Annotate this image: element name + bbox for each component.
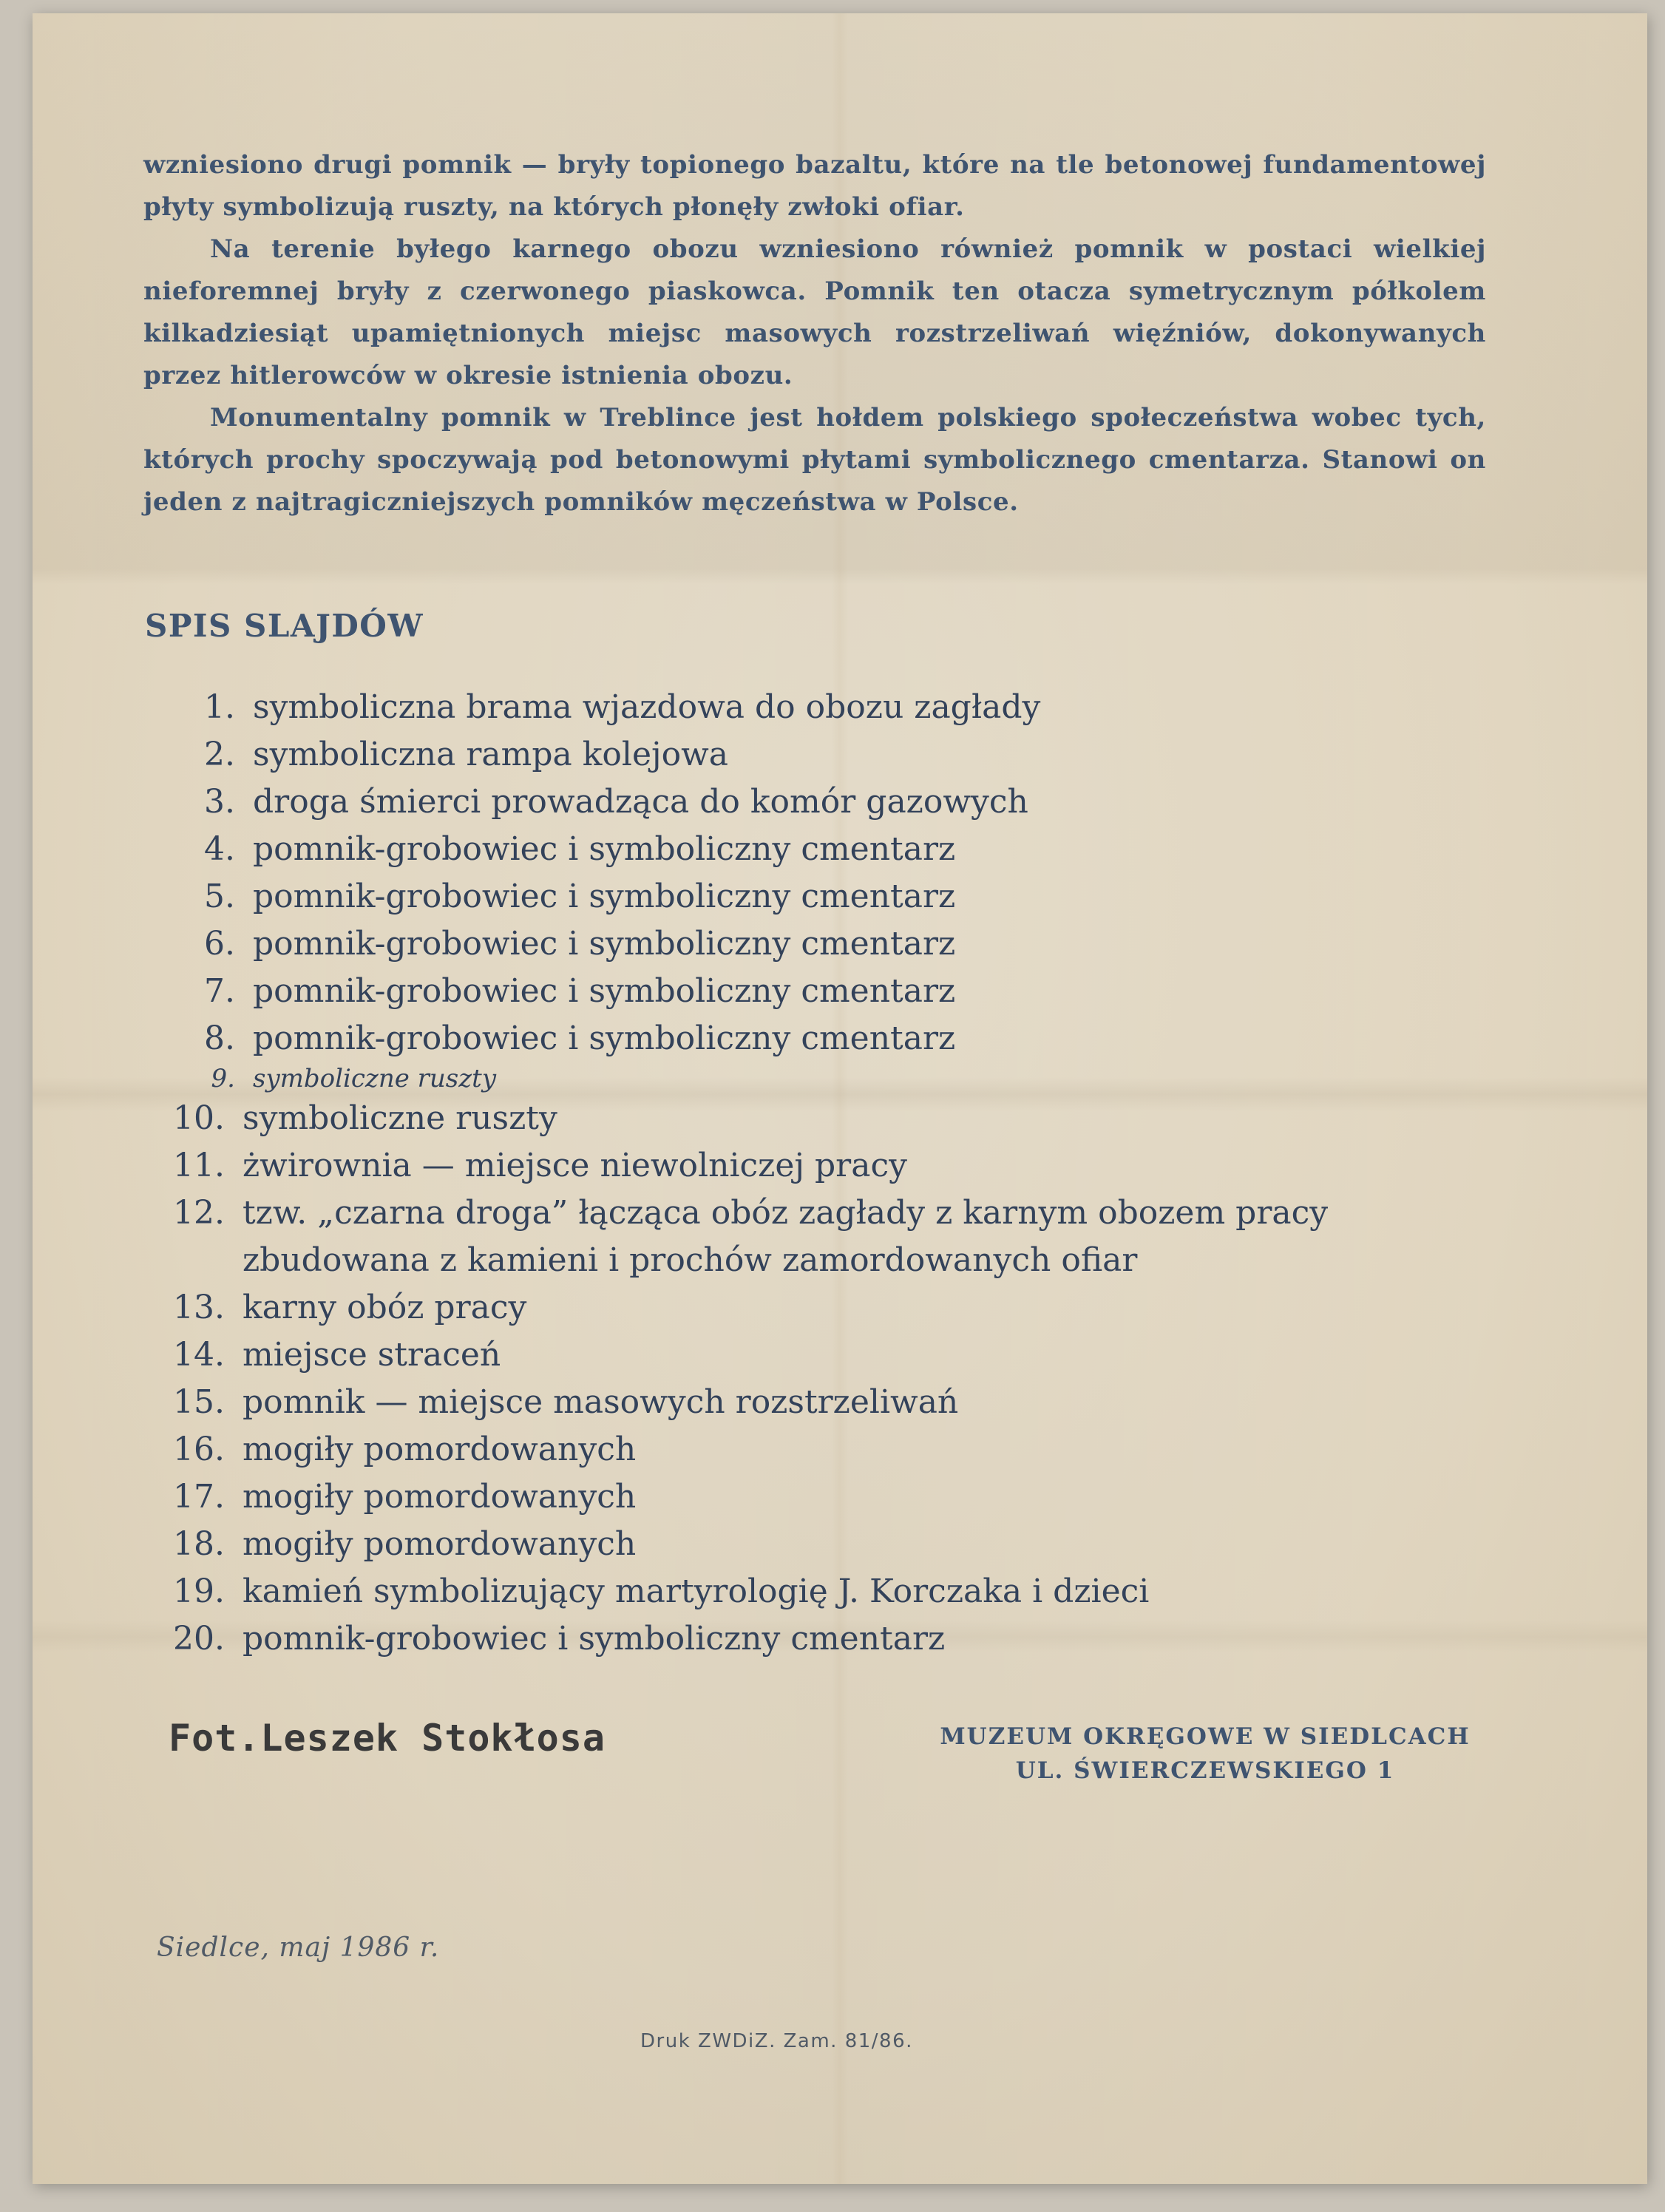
item-number: 16. <box>173 1431 225 1468</box>
item-number: 1. <box>204 688 235 726</box>
intro-text <box>143 144 1486 523</box>
item-text: pomnik-grobowiec i symboliczny cmentarz <box>253 830 956 868</box>
intro-paragraph: wzniesiono drugi pomnik — bryły topionego bazaltu, które na tle betonowej fundamentowej płyty symbolizują ruszty, na których płonęły zwłoki ofiar. <box>143 150 1486 222</box>
list-item <box>140 1568 1516 1615</box>
list-item <box>140 826 1516 873</box>
intro-paragraph: Na terenie byłego karnego obozu wzniesiono również pomnik w postaci wielkiej nieforemnej bryły z czerwonego piaskowca. Pomnik ten otacza symetrycznym półkolem kilkadziesiąt upamiętnionych miejsc masowych rozstrzeliwań więźniów, dokonywanych przez hitlerowców w okresie istnienia obozu. <box>143 234 1486 390</box>
list-item <box>140 1379 1516 1426</box>
item-number: 2. <box>204 736 235 773</box>
item-number: 13. <box>173 1289 225 1326</box>
item-number: 7. <box>204 972 235 1010</box>
item-text: pomnik — miejsce masowych rozstrzeliwań <box>243 1383 959 1421</box>
item-text: pomnik-grobowiec i symboliczny cmentarz <box>253 972 956 1010</box>
item-number: 18. <box>173 1525 225 1563</box>
item-text: pomnik-grobowiec i symboliczny cmentarz <box>253 1020 956 1057</box>
museum-name: MUZEUM OKRĘGOWE W SIEDLCACH <box>940 1723 1471 1750</box>
list-item <box>140 684 1516 731</box>
item-text: pomnik-grobowiec i symboliczny cmentarz <box>253 925 956 963</box>
item-number: 9. <box>211 1064 235 1093</box>
item-text: mogiły pomordowanych <box>243 1478 637 1516</box>
item-number: 17. <box>173 1478 225 1516</box>
item-text: miejsce straceń <box>243 1336 501 1374</box>
item-number: 6. <box>204 925 235 963</box>
museum-street: UL. ŚWIERCZEWSKIEGO 1 <box>1015 1757 1395 1784</box>
printer-imprint: Druk ZWDiZ. Zam. 81/86. <box>640 2030 913 2052</box>
item-text: karny obóz pracy <box>243 1289 527 1326</box>
item-number: 15. <box>173 1383 225 1421</box>
list-item <box>140 1095 1516 1142</box>
item-text: kamień symbolizujący martyrologię J. Korczaka i dzieci <box>243 1573 1150 1610</box>
list-item <box>140 778 1516 826</box>
item-number: 19. <box>173 1573 225 1610</box>
list-item <box>140 968 1516 1015</box>
item-number: 11. <box>173 1147 225 1184</box>
item-text: tzw. „czarna droga” łącząca obóz zagłady z karnym obozem pracy zbudowana z kamieni i prochów zamordowanych ofiar <box>243 1194 1329 1279</box>
list-item <box>140 731 1516 778</box>
item-number: 10. <box>173 1099 225 1137</box>
list-item <box>140 1615 1516 1663</box>
item-text: symboliczna brama wjazdowa do obozu zagłady <box>253 688 1041 726</box>
list-item <box>140 1190 1516 1284</box>
item-text: mogiły pomordowanych <box>243 1525 637 1563</box>
item-number: 20. <box>173 1620 225 1658</box>
item-number: 5. <box>204 878 235 915</box>
list-item <box>140 1284 1516 1331</box>
item-number: 12. <box>173 1194 225 1232</box>
item-text: pomnik-grobowiec i symboliczny cmentarz <box>253 878 956 915</box>
item-text: symboliczne ruszty <box>253 1064 497 1093</box>
item-text: symboliczne ruszty <box>243 1099 557 1137</box>
item-number: 8. <box>204 1020 235 1057</box>
slide-list <box>140 684 1516 1663</box>
item-text: mogiły pomordowanych <box>243 1431 637 1468</box>
list-item <box>140 1331 1516 1379</box>
item-number: 3. <box>204 783 235 821</box>
photo-credit: Fot.Leszek Stokłosa <box>169 1717 606 1760</box>
item-number: 4. <box>204 830 235 868</box>
museum-address <box>887 1720 1523 1788</box>
item-text: droga śmierci prowadząca do komór gazowych <box>253 783 1028 821</box>
list-item <box>140 1521 1516 1568</box>
item-text: żwirownia — miejsce niewolniczej pracy <box>243 1147 907 1184</box>
item-text: pomnik-grobowiec i symboliczny cmentarz <box>243 1620 946 1658</box>
slide-list-heading: SPIS SLAJDÓW <box>145 608 424 644</box>
list-item <box>140 1015 1516 1062</box>
intro-paragraph: Monumentalny pomnik w Treblince jest hołdem polskiego społeczeństwa wobec tych, których prochy spoczywają pod betonowymi płytami symbolicznego cmentarza. Stanowi on jeden z najtragiczniejszych pomników męczeństwa w Polsce. <box>143 403 1486 517</box>
list-item <box>140 1426 1516 1473</box>
list-item <box>140 920 1516 968</box>
list-item <box>140 1062 1516 1095</box>
list-item <box>140 873 1516 920</box>
list-item <box>140 1142 1516 1190</box>
item-number: 14. <box>173 1336 225 1374</box>
place-date: Siedlce, maj 1986 r. <box>157 1933 440 1963</box>
list-item <box>140 1473 1516 1521</box>
item-text: symboliczna rampa kolejowa <box>253 736 729 773</box>
